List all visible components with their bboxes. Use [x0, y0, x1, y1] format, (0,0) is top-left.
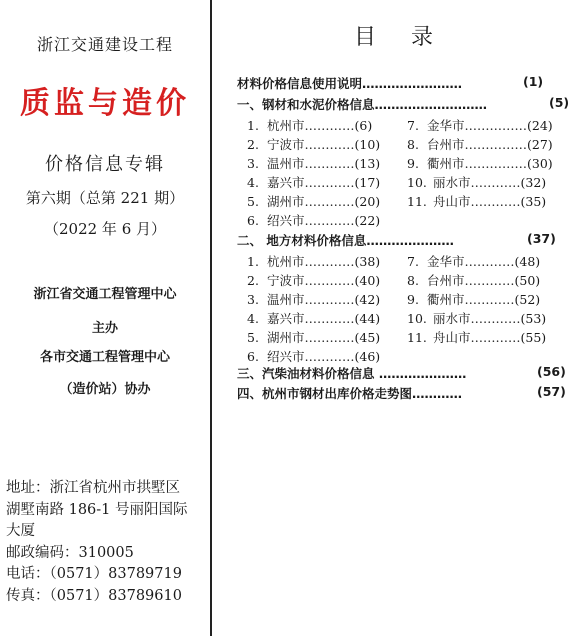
entry-page: (45)	[354, 330, 381, 345]
toc-entry-page: (5)	[549, 95, 570, 110]
toc-entry-label: 一、钢材和水泥价格信息………………………	[237, 97, 488, 112]
entry-city: 金华市……………	[427, 118, 528, 133]
entry-number: 3.	[247, 156, 259, 171]
entry-page: (38)	[354, 254, 381, 269]
entry-city: 温州市…………	[267, 292, 355, 307]
entry-page: (50)	[514, 273, 541, 288]
toc-city-entry[interactable]	[247, 347, 380, 365]
postcode: 邮政编码：310005	[6, 544, 134, 561]
entry-page: (10)	[354, 137, 381, 152]
journal-brand-title: 质监与造价	[20, 86, 190, 121]
toc-city-entry[interactable]	[247, 328, 380, 346]
toc-city-entry[interactable]	[247, 290, 380, 308]
entry-page: (6)	[354, 118, 373, 133]
entry-page: (40)	[354, 273, 381, 288]
coorganizer-role: （造价站）协办	[59, 382, 151, 397]
special-issue-title: 价格信息专辑	[45, 154, 165, 175]
entry-number: 6.	[247, 349, 259, 364]
toc-city-entry[interactable]	[407, 252, 540, 270]
entry-page: (35)	[520, 194, 547, 209]
contact-block	[6, 478, 208, 607]
entry-number: 1.	[247, 254, 259, 269]
entry-city: 舟山市…………	[433, 330, 521, 345]
toc-city-entry[interactable]	[247, 252, 380, 270]
entry-page: (46)	[354, 349, 381, 364]
entry-city: 绍兴市…………	[267, 349, 355, 364]
address-line: 湖墅南路 186-1 号丽阳国际	[6, 501, 188, 518]
entry-number: 4.	[247, 311, 259, 326]
entry-number: 5.	[247, 330, 259, 345]
entry-page: (24)	[527, 118, 553, 133]
toc-city-entry[interactable]	[407, 309, 546, 327]
entry-city: 嘉兴市…………	[267, 311, 355, 326]
entry-number: 10.	[407, 175, 427, 190]
entry-page: (42)	[354, 292, 381, 307]
toc-city-entry[interactable]	[247, 135, 380, 153]
entry-city: 绍兴市…………	[267, 213, 355, 228]
entry-number: 11.	[407, 330, 427, 345]
entry-page: (55)	[520, 330, 547, 345]
entry-number: 8.	[407, 137, 419, 152]
entry-page: (48)	[514, 254, 541, 269]
entry-number: 10.	[407, 311, 427, 326]
organizer: 浙江省交通工程管理中心	[33, 287, 177, 302]
entry-number: 7.	[407, 118, 419, 133]
address-line: 地址：浙江省杭州市拱墅区	[6, 480, 180, 496]
toc-city-entry[interactable]	[247, 173, 380, 191]
entry-city: 嘉兴市…………	[267, 175, 355, 190]
toc-city-entry[interactable]	[407, 116, 553, 134]
entry-number: 3.	[247, 292, 259, 307]
page-divider	[210, 0, 212, 636]
toc-section-2[interactable]	[237, 231, 556, 249]
toc-entry-label: 三、汽柴油材料价格信息 …………………	[237, 366, 467, 381]
entry-city: 金华市…………	[427, 254, 515, 269]
toc-city-entry[interactable]	[407, 328, 546, 346]
entry-page: (52)	[514, 292, 541, 307]
toc-section-4[interactable]	[237, 384, 566, 402]
toc-entry-page: (37)	[527, 231, 556, 246]
entry-page: (53)	[520, 311, 547, 326]
toc-title: 目 录	[354, 25, 447, 50]
issue-number: 第六期（总第 221 期）	[25, 189, 185, 207]
entry-page: (32)	[520, 175, 547, 190]
toc-city-entry[interactable]	[407, 271, 540, 289]
toc-city-entry[interactable]	[407, 154, 553, 172]
toc-entry-label: 二、 地方材料价格信息…………………	[237, 233, 454, 248]
entry-page: (30)	[527, 156, 553, 171]
entry-number: 1.	[247, 118, 259, 133]
toc-city-entry[interactable]	[247, 211, 380, 229]
toc-entry-label: 四、杭州市钢材出库价格走势图…………	[237, 386, 463, 401]
entry-number: 4.	[247, 175, 259, 190]
issue-date: （2022 年 6 月）	[43, 220, 167, 238]
toc-city-entry[interactable]	[247, 309, 380, 327]
entry-number: 5.	[247, 194, 259, 209]
entry-city: 宁波市…………	[267, 137, 355, 152]
entry-city: 杭州市…………	[267, 254, 355, 269]
toc-section-3[interactable]	[237, 364, 566, 382]
entry-city: 衢州市…………	[427, 292, 515, 307]
toc-entry-label: 材料价格信息使用说明……………………	[237, 76, 463, 91]
entry-number: 9.	[407, 292, 419, 307]
fax: 传真：（0571）83789610	[6, 587, 182, 604]
toc-city-entry[interactable]	[247, 271, 380, 289]
entry-city: 宁波市…………	[267, 273, 355, 288]
entry-city: 湖州市…………	[267, 194, 355, 209]
entry-number: 6.	[247, 213, 259, 228]
entry-number: 2.	[247, 273, 259, 288]
entry-number: 8.	[407, 273, 419, 288]
coorganizer: 各市交通工程管理中心	[39, 350, 170, 365]
toc-entry-intro[interactable]	[237, 74, 544, 92]
entry-number: 9.	[407, 156, 419, 171]
phone: 电话：（0571）83789719	[6, 566, 182, 582]
entry-page: (22)	[354, 213, 381, 228]
entry-city: 湖州市…………	[267, 330, 355, 345]
toc-city-entry[interactable]	[407, 290, 540, 308]
toc-city-entry[interactable]	[247, 192, 380, 210]
entry-city: 舟山市…………	[433, 194, 521, 209]
toc-city-entry[interactable]	[407, 192, 546, 210]
toc-city-entry[interactable]	[247, 154, 380, 172]
entry-page: (17)	[354, 175, 381, 190]
entry-city: 丽水市…………	[433, 175, 521, 190]
entry-city: 台州市…………	[427, 273, 515, 288]
entry-city: 杭州市…………	[267, 118, 355, 133]
entry-number: 7.	[407, 254, 419, 269]
toc-section-1[interactable]	[237, 95, 570, 113]
journal-series: 浙江交通建设工程	[36, 35, 173, 54]
entry-page: (13)	[354, 156, 381, 171]
toc-entry-page: (57)	[537, 384, 566, 399]
address-line: 大厦	[6, 523, 35, 539]
entry-city: 台州市……………	[427, 137, 528, 152]
entry-number: 2.	[247, 137, 259, 152]
toc-city-entry[interactable]	[247, 116, 372, 134]
toc-entry-page: (56)	[537, 364, 566, 379]
toc-city-entry[interactable]	[407, 173, 546, 191]
toc-entry-page: (1)	[523, 74, 544, 89]
entry-city: 衢州市……………	[427, 156, 528, 171]
organizer-role: 主办	[91, 321, 118, 336]
table-of-contents	[213, 0, 588, 636]
entry-page: (20)	[354, 194, 381, 209]
entry-page: (27)	[527, 137, 553, 152]
toc-city-entry[interactable]	[407, 135, 553, 153]
entry-number: 11.	[407, 194, 427, 209]
entry-city: 温州市…………	[267, 156, 355, 171]
cover-panel	[0, 0, 210, 636]
entry-page: (44)	[354, 311, 381, 326]
entry-city: 丽水市…………	[433, 311, 521, 326]
